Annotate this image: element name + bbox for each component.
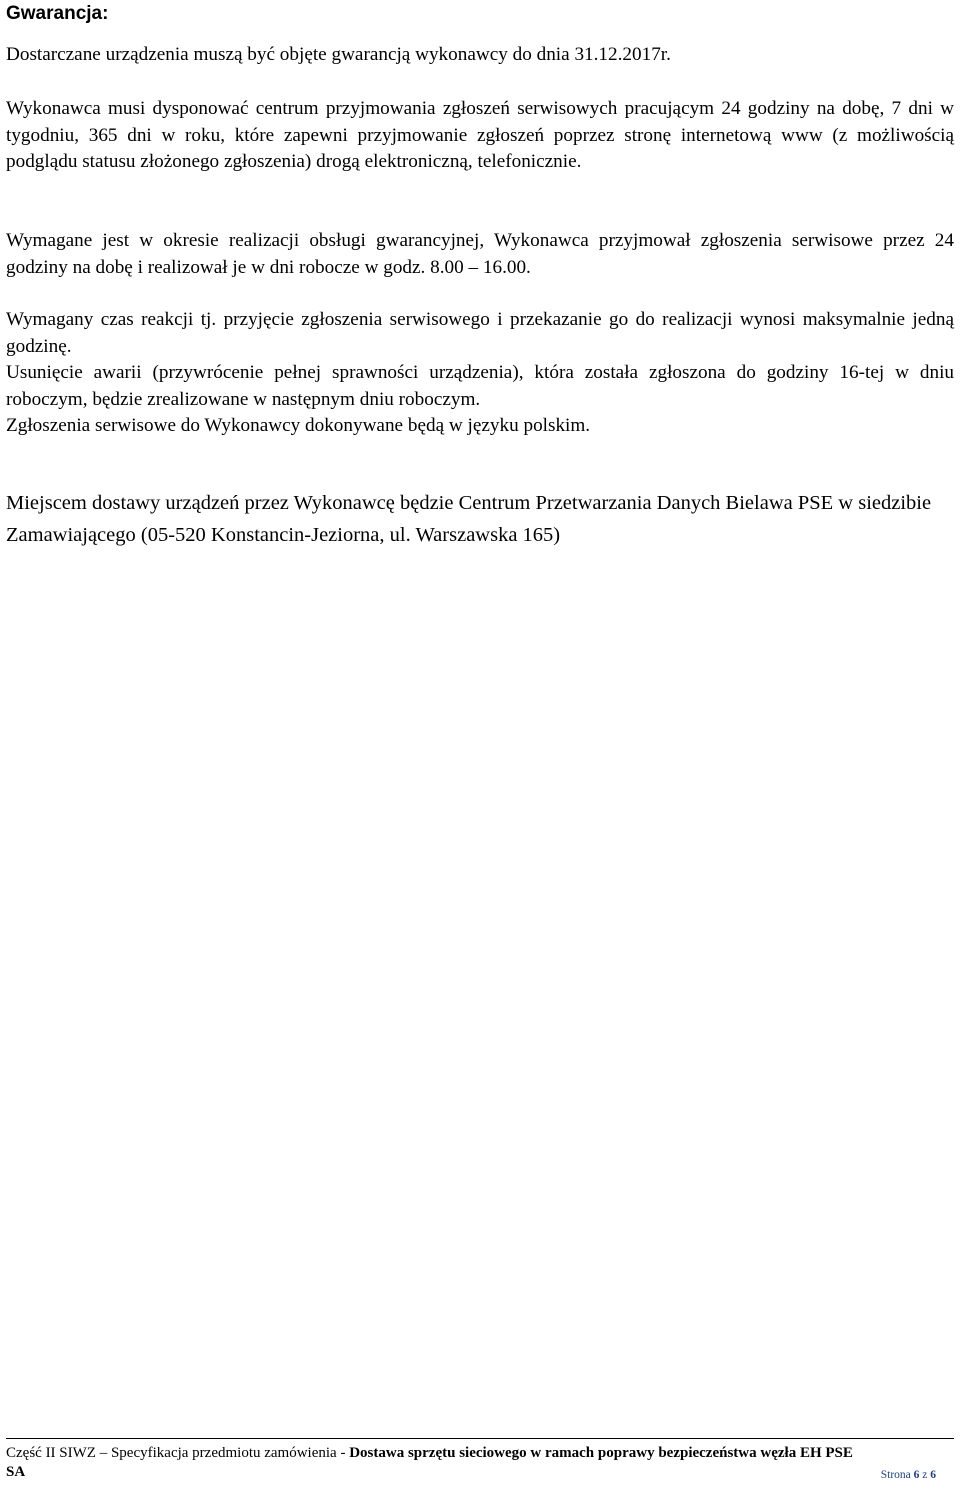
paragraph-warranty-date: Dostarczane urządzenia muszą być objęte gwarancją wykonawcy do dnia 31.12.2017r. <box>6 44 671 65</box>
page-current: 6 <box>913 1469 920 1481</box>
paragraph-reaction-time: Wymagany czas reakcji tj. przyjęcie zgłoszenia serwisowego i przekazanie go do realizacji wynosi maksymalnie jedną godzinę. <box>6 309 954 357</box>
page-separator: z <box>922 1469 928 1481</box>
paragraph-service-hours: Wymagane jest w okresie realizacji obsługi gwarancyjnej, Wykonawca przyjmował zgłoszenia serwisowe przez 24 godziny na dobę i realizował je w dni robocze w godz. 8.00 – 16.00. <box>6 230 954 278</box>
section-heading: Gwarancja: <box>6 3 109 24</box>
page-label: Strona <box>880 1469 911 1481</box>
footer-part-label: Część II SIWZ – Specyfikacja przedmiotu zamówienia - <box>6 1445 350 1461</box>
page-footer <box>6 1438 954 1484</box>
paragraph-language: Zgłoszenia serwisowe do Wykonawcy dokonywane będą w języku polskim. <box>6 415 591 436</box>
paragraph-repair-time: Usunięcie awarii (przywrócenie pełnej sprawności urządzenia), która została zgłoszona do godziny 16-tej w dniu roboczym, będzie zrealizowane w następnym dniu roboczym. <box>6 362 954 410</box>
page-total: 6 <box>930 1469 936 1481</box>
page-number <box>881 1468 936 1482</box>
reaction-block <box>6 307 954 440</box>
footer-title-continuation: SA <box>6 1464 26 1480</box>
footer-second-line <box>6 1463 954 1484</box>
footer-document-title: Dostawa sprzętu sieciowego w ramach poprawy bezpieczeństwa węzła EH PSE <box>349 1445 853 1461</box>
paragraph-delivery-place: Miejscem dostawy urządzeń przez Wykonawcę będzie Centrum Przetwarzania Danych Bielawa PSE w siedzibie Zamawiającego (05-520 Konstancin-Jeziorna, ul. Warszawska 165) <box>6 492 932 546</box>
footer-title-line <box>6 1444 954 1463</box>
paragraph-service-center: Wykonawca musi dysponować centrum przyjmowania zgłoszeń serwisowych pracującym 24 godziny na dobę, 7 dni w tygodniu, 365 dni w roku, które zapewni przyjmowanie zgłoszeń poprzez stronę internetową www (z możliwością podglądu statusu złożonego zgłoszenia) drogą elektroniczną, telefonicznie. <box>6 98 954 172</box>
